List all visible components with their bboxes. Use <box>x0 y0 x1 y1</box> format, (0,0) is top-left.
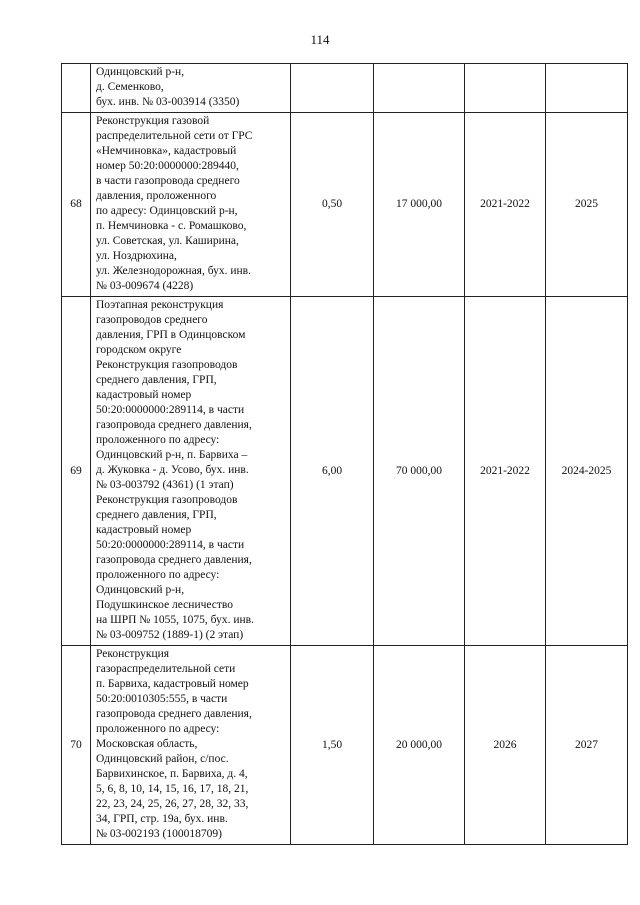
description-line: на ШРП № 1055, 1075, бух. инв. <box>96 614 254 626</box>
description-line: газопровода среднего давления, <box>96 419 252 431</box>
description-line: п. Немчиновка - с. Ромашково, <box>96 220 247 232</box>
description-line: проложенного по адресу: <box>96 723 220 735</box>
description-line: по адресу: Одинцовский р-н, <box>96 205 238 217</box>
row-number-cell: 68 <box>62 113 91 297</box>
cost-cell <box>374 64 465 113</box>
completion-year-cell <box>546 64 628 113</box>
description-line: № 03-009674 (4228) <box>96 280 194 292</box>
description-line: 22, 23, 24, 25, 26, 27, 28, 32, 33, <box>96 798 249 810</box>
description-line: «Немчиновка», кадастровый <box>96 145 237 157</box>
cost-cell: 17 000,00 <box>374 113 465 297</box>
design-years-cell <box>465 64 546 113</box>
page-number: 114 <box>310 32 330 47</box>
description-line: Барвихинское, п. Барвиха, д. 4, <box>96 768 248 780</box>
description-line: в части газопровода среднего <box>96 175 240 187</box>
description-line: среднего давления, ГРП, <box>96 374 217 386</box>
completion-year-cell: 2024-2025 <box>546 297 628 646</box>
table-row <box>62 297 628 646</box>
description-line: давления, проложенного <box>96 190 217 202</box>
description-line: Московская область, <box>96 738 198 750</box>
row-number-cell: 69 <box>62 297 91 646</box>
length-cell: 6,00 <box>291 297 374 646</box>
description-line: 50:20:0000000:289114, в части <box>96 404 245 416</box>
cost-cell: 20 000,00 <box>374 646 465 845</box>
description-line: Реконструкция <box>96 648 170 660</box>
description-line: газопровода среднего давления, <box>96 708 252 720</box>
description-line: № 03-009752 (1889-1) (2 этап) <box>96 629 244 641</box>
description-line: проложенного по адресу: <box>96 569 220 581</box>
description-line: номер 50:20:0000000:289440, <box>96 160 239 172</box>
investment-table <box>61 63 628 845</box>
description-line: городском округе <box>96 344 182 356</box>
design-years-cell: 2026 <box>465 646 546 845</box>
cost-cell: 70 000,00 <box>374 297 465 646</box>
length-cell: 0,50 <box>291 113 374 297</box>
length-cell <box>291 64 374 113</box>
description-line: бух. инв. № 03-003914 (3350) <box>96 96 240 108</box>
description-line: Реконструкция газовой <box>96 115 210 127</box>
completion-year-cell: 2025 <box>546 113 628 297</box>
description-line: проложенного по адресу: <box>96 434 220 446</box>
description-line: кадастровый номер <box>96 524 192 536</box>
row-number-cell: 70 <box>62 646 91 845</box>
description-line: п. Барвиха, кадастровый номер <box>96 678 249 690</box>
length-cell: 1,50 <box>291 646 374 845</box>
design-years-cell: 2021-2022 <box>465 113 546 297</box>
table-body <box>62 64 628 845</box>
description-line: давления, ГРП в Одинцовском <box>96 329 246 341</box>
description-line: газопровода среднего давления, <box>96 554 252 566</box>
description-line: газопроводов среднего <box>96 314 208 326</box>
table-row <box>62 64 628 113</box>
row-number-cell <box>62 64 91 113</box>
description-line: газораспределительной сети <box>96 663 236 675</box>
description-line: Реконструкция газопроводов <box>96 359 238 371</box>
object-description-cell <box>91 64 291 113</box>
description-line: Одинцовский р-н, <box>96 584 185 596</box>
description-line: ул. Советская, ул. Каширина, <box>96 235 239 247</box>
description-line: Одинцовский район, с/пос. <box>96 753 229 765</box>
description-line: Одинцовский р-н, п. Барвиха – <box>96 449 248 461</box>
description-line: 50:20:0010305:555, в части <box>96 693 228 705</box>
description-line: среднего давления, ГРП, <box>96 509 217 521</box>
description-line: № 03-002193 (100018709) <box>96 828 222 840</box>
description-line: Поэтапная реконструкция <box>96 299 224 311</box>
description-line: Реконструкция газопроводов <box>96 494 238 506</box>
description-line: распределительной сети от ГРС <box>96 130 253 142</box>
design-years-cell: 2021-2022 <box>465 297 546 646</box>
object-description-cell <box>91 113 291 297</box>
description-line: 50:20:0000000:289114, в части <box>96 539 245 551</box>
description-line: 5, 6, 8, 10, 14, 15, 16, 17, 18, 21, <box>96 783 249 795</box>
description-line: ул. Ноздрюхина, <box>96 250 177 262</box>
completion-year-cell: 2027 <box>546 646 628 845</box>
table-row <box>62 646 628 845</box>
description-line: ул. Железнодорожная, бух. инв. <box>96 265 251 277</box>
description-line: Одинцовский р-н, <box>96 66 185 78</box>
description-line: Подушкинское лесничество <box>96 599 234 611</box>
object-description-cell <box>91 297 291 646</box>
description-line: № 03-003792 (4361) (1 этап) <box>96 479 234 491</box>
description-line: д. Жуковка - д. Усово, бух. инв. <box>96 464 249 476</box>
object-description-cell <box>91 646 291 845</box>
description-line: 34, ГРП, стр. 19а, бух. инв. <box>96 813 228 825</box>
description-line: кадастровый номер <box>96 389 192 401</box>
description-line: д. Семенково, <box>96 81 164 93</box>
table-row <box>62 113 628 297</box>
